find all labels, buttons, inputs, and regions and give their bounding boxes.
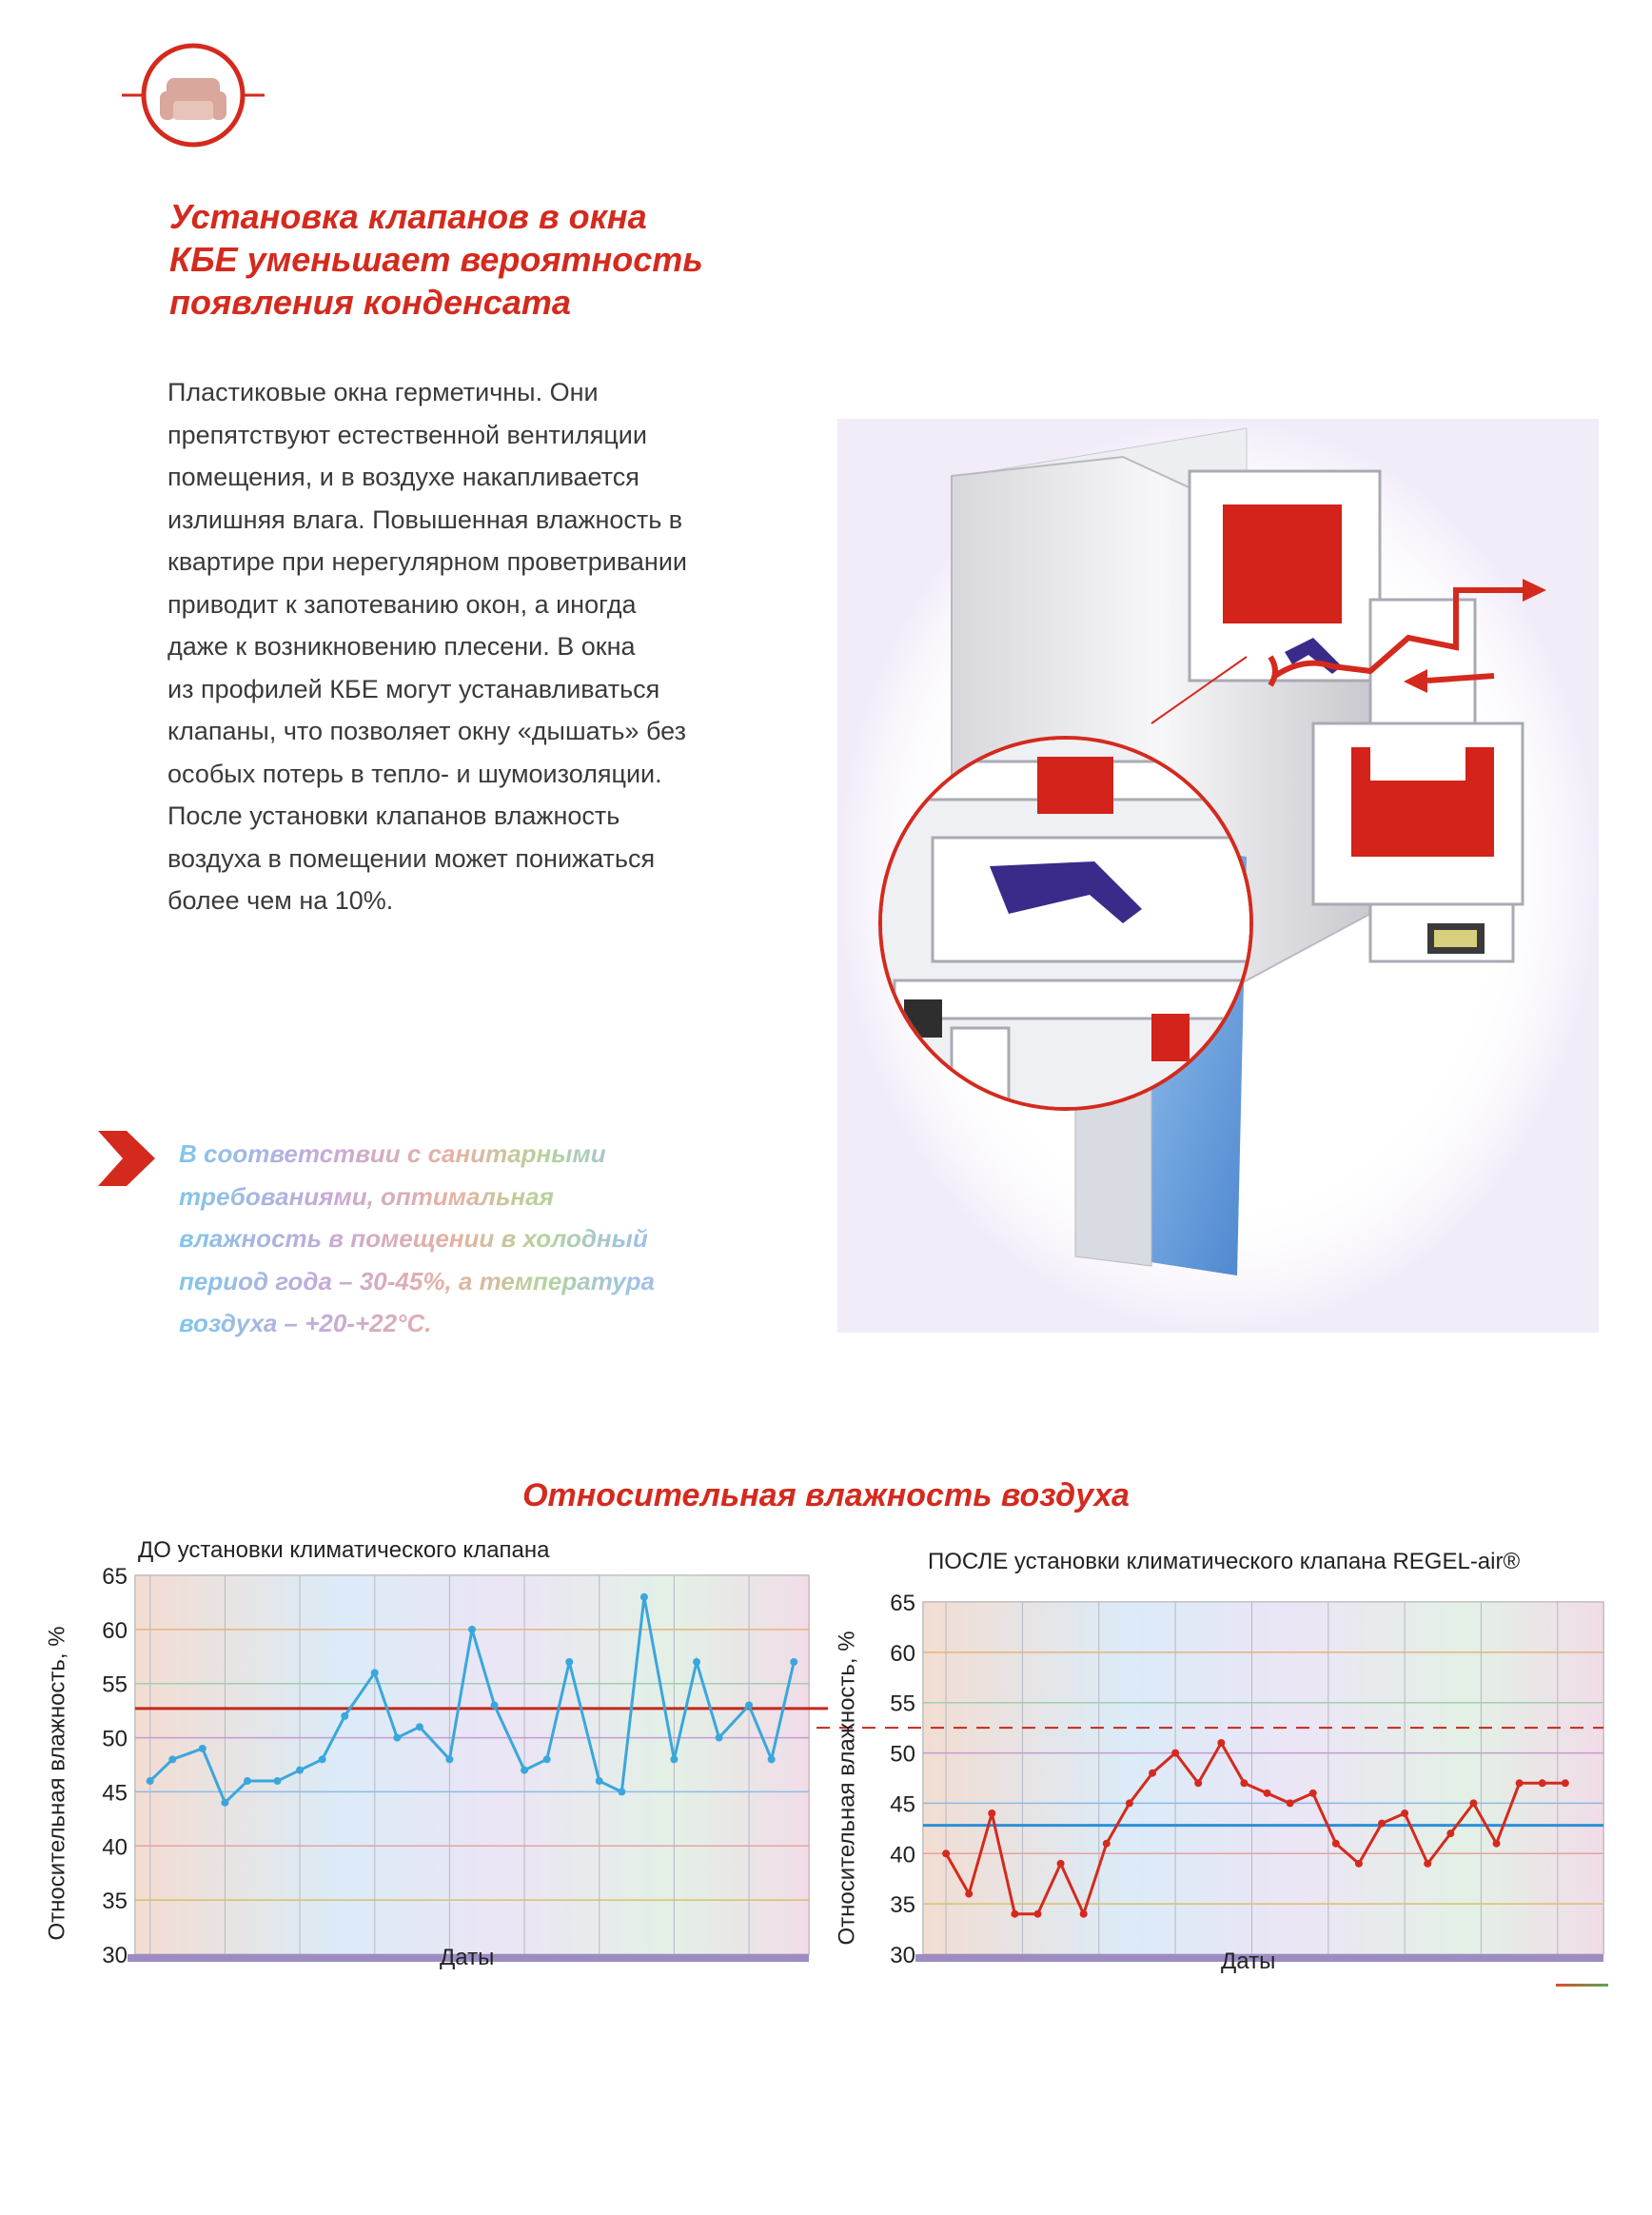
data-point xyxy=(319,1755,326,1763)
chart-title: ДО установки климатического клапана xyxy=(138,1537,550,1563)
data-point xyxy=(1171,1750,1179,1757)
y-tick-label: 60 xyxy=(890,1640,915,1667)
data-point xyxy=(988,1810,995,1817)
x-tick-label xyxy=(1076,1963,1121,1964)
x-axis-label: Даты xyxy=(440,1945,495,1970)
note-line: период года – 30-45%, а температура xyxy=(179,1266,656,1295)
chevron-right-icon xyxy=(98,1131,155,1186)
body-line: приводит к запотеванию окон, а иногда xyxy=(167,589,637,619)
data-point xyxy=(341,1712,348,1720)
x-tick-label xyxy=(1383,1963,1427,1964)
chart-after xyxy=(814,1537,1632,1985)
data-point xyxy=(296,1767,304,1774)
data-point xyxy=(393,1734,401,1742)
data-point xyxy=(670,1755,678,1763)
note-line: требованиями, оптимальная xyxy=(179,1181,554,1211)
x-tick-label xyxy=(1535,1963,1580,1964)
x-tick-label xyxy=(359,1963,390,1964)
data-point xyxy=(565,1658,573,1666)
y-tick-label: 35 xyxy=(890,1892,915,1919)
data-point xyxy=(1378,1820,1386,1828)
x-tick-label xyxy=(583,1963,615,1964)
data-point xyxy=(273,1777,281,1785)
sofa-in-circle-icon xyxy=(122,38,265,152)
plot-background xyxy=(923,1602,1603,1954)
data-point xyxy=(1194,1779,1202,1787)
chart-title: ПОСЛЕ установки климатического клапана REGEL-air® xyxy=(928,1549,1521,1574)
body-line: После установки клапанов влажность xyxy=(167,801,620,830)
data-point xyxy=(716,1734,723,1742)
data-point xyxy=(596,1777,603,1785)
body-line: более чем на 10%. xyxy=(167,886,394,915)
data-point xyxy=(168,1755,176,1763)
x-tick-label xyxy=(508,1963,540,1964)
data-point xyxy=(640,1593,648,1601)
y-tick-label: 50 xyxy=(102,1726,128,1752)
y-tick-label: 45 xyxy=(102,1780,128,1807)
data-point xyxy=(1424,1860,1431,1868)
y-tick-label: 30 xyxy=(890,1943,915,1964)
data-point xyxy=(199,1745,206,1752)
body-line: излишняя влага. Повышенная влажность в xyxy=(167,504,683,534)
title-line-1: Установка клапанов в окна xyxy=(169,197,647,236)
page-title xyxy=(169,195,836,324)
data-point xyxy=(1126,1799,1133,1807)
chart-before xyxy=(29,1537,828,1985)
y-tick-label: 60 xyxy=(102,1617,128,1644)
x-tick-label xyxy=(1001,1963,1044,1964)
data-point xyxy=(491,1701,499,1709)
x-tick-label xyxy=(1459,1963,1504,1964)
data-point xyxy=(371,1669,379,1676)
data-point xyxy=(1355,1860,1363,1868)
data-point xyxy=(1287,1799,1294,1807)
data-point xyxy=(965,1890,973,1898)
title-line-2: КБЕ уменьшает вероятность xyxy=(169,240,703,279)
y-tick-label: 35 xyxy=(102,1889,128,1915)
data-point xyxy=(221,1799,228,1807)
window-profile-illustration xyxy=(837,419,1599,1333)
x-tick-label xyxy=(733,1963,764,1964)
data-point xyxy=(790,1658,797,1666)
y-tick-label: 50 xyxy=(890,1741,915,1768)
note-line: В соответствии с санитарными xyxy=(179,1139,606,1168)
charts-title: Относительная влажность воздуха xyxy=(522,1477,1130,1513)
y-axis-label: Относительная влажность, % xyxy=(834,1631,860,1946)
body-line: препятствуют естественной вентиляции xyxy=(167,420,647,449)
body-line: клапаны, что позволяет окну «дышать» без xyxy=(167,717,686,745)
data-point xyxy=(1539,1779,1546,1787)
y-tick-label: 55 xyxy=(890,1691,915,1717)
y-tick-label: 40 xyxy=(102,1834,128,1861)
y-tick-label: 65 xyxy=(890,1591,915,1616)
data-point xyxy=(445,1755,453,1763)
data-point xyxy=(618,1788,625,1795)
body-line: из профилей КБЕ могут устанавливаться xyxy=(167,674,660,703)
data-point xyxy=(1240,1779,1248,1787)
data-point xyxy=(1011,1910,1018,1918)
data-point xyxy=(1469,1799,1477,1807)
sanitary-note xyxy=(179,1133,788,1345)
x-tick-label xyxy=(134,1963,166,1964)
y-tick-label: 45 xyxy=(890,1791,915,1818)
data-point xyxy=(1493,1840,1501,1848)
logo xyxy=(122,38,265,152)
body-line: даже к возникновению плесени. В окна xyxy=(167,632,636,661)
title-line-3: появления конденсата xyxy=(169,283,571,322)
data-point xyxy=(1332,1840,1340,1848)
data-point xyxy=(1401,1810,1408,1817)
data-point xyxy=(1149,1770,1156,1777)
body-paragraph xyxy=(167,371,777,922)
x-tick-label xyxy=(284,1963,315,1964)
decorative-line xyxy=(1556,1984,1608,1987)
data-point xyxy=(1446,1829,1454,1837)
body-line: помещения, и в воздухе накапливается xyxy=(167,463,639,491)
data-point xyxy=(543,1755,551,1763)
data-point xyxy=(942,1849,950,1857)
data-point xyxy=(1562,1779,1569,1787)
data-point xyxy=(1309,1790,1317,1797)
body-line: квартире при нерегулярном проветривании xyxy=(167,547,687,576)
x-tick-label xyxy=(209,1963,241,1964)
data-point xyxy=(1103,1840,1111,1848)
data-point xyxy=(416,1723,423,1730)
chart-plot xyxy=(814,1564,1632,1964)
body-line: Пластиковые окна герметичны. Они xyxy=(167,378,599,406)
x-tick-label xyxy=(659,1963,690,1964)
body-line: особых потерь в тепло- и шумоизоляции. xyxy=(167,759,662,788)
y-tick-label: 40 xyxy=(890,1842,915,1869)
x-axis-label: Даты xyxy=(1221,1948,1276,1974)
x-tick-label xyxy=(924,1963,969,1964)
data-point xyxy=(147,1777,154,1785)
note-line: воздуха – +20-+22°С. xyxy=(179,1309,432,1337)
chart-plot xyxy=(29,1564,828,1964)
data-point xyxy=(693,1658,700,1666)
x-tick-label xyxy=(1153,1963,1198,1964)
y-tick-label: 65 xyxy=(102,1564,128,1590)
data-point xyxy=(1057,1860,1065,1868)
y-axis-label: Относительная влажность, % xyxy=(44,1626,70,1941)
data-point xyxy=(1034,1910,1042,1918)
note-line: влажность в помещении в холодный xyxy=(179,1224,648,1253)
y-tick-label: 30 xyxy=(102,1943,128,1964)
data-point xyxy=(468,1626,476,1633)
data-point xyxy=(244,1777,251,1785)
y-tick-label: 55 xyxy=(102,1671,128,1698)
data-point xyxy=(1217,1739,1225,1747)
data-point xyxy=(1264,1790,1271,1797)
data-point xyxy=(745,1701,753,1709)
data-point xyxy=(768,1755,776,1763)
x-tick-label xyxy=(1306,1963,1350,1964)
data-point xyxy=(1080,1910,1088,1918)
body-line: воздуха в помещении может понижаться xyxy=(167,843,656,873)
data-point xyxy=(1516,1779,1524,1787)
data-point xyxy=(521,1767,528,1774)
